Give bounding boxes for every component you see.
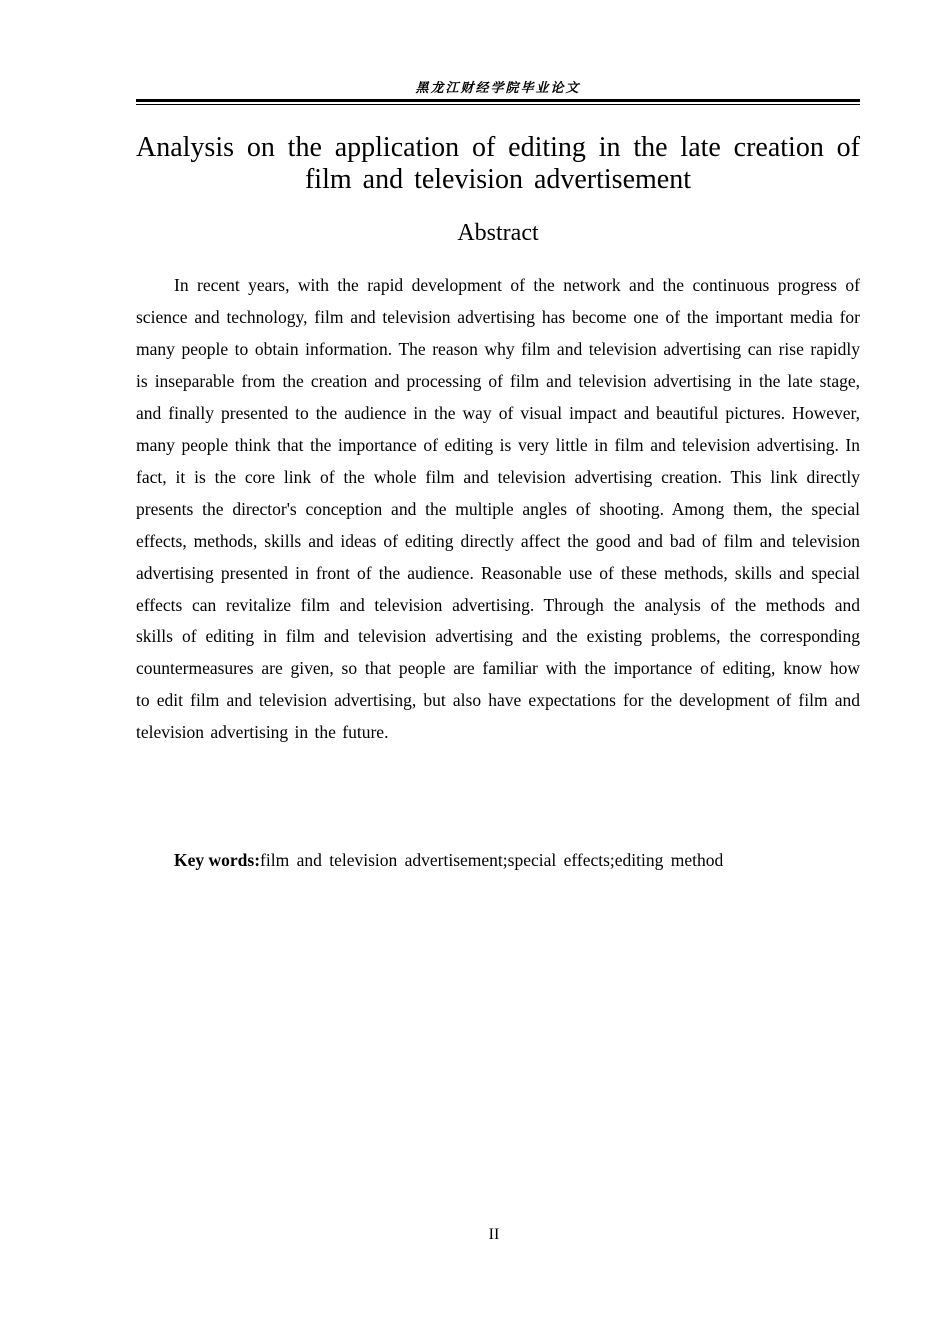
paper-title: Analysis on the application of editing in the late creation of film and television advertisement — [136, 132, 860, 195]
abstract-heading: Abstract — [457, 220, 539, 246]
header-rule-thin — [136, 104, 860, 105]
running-header: 黑龙江财经学院毕业论文 — [415, 81, 581, 96]
page-number: II — [488, 1226, 500, 1243]
header-rule-thick — [136, 99, 860, 102]
keywords-text: film and television advertisement;special effects;editing method — [260, 850, 724, 870]
keywords-label: Key words: — [174, 850, 261, 870]
keywords-line — [136, 845, 860, 875]
abstract-body: In recent years, with the rapid development of the network and the continuous progress of science and technology, film and television advertising has become one of the important media for many people to obtain information. The reason why film and television advertising can rise rapidly is inseparable from the creation and processing of film and television advertising in the late stage, and finally presented to the audience in the way of visual impact and beautiful pictures. However, many people think that the importance of editing is very little in film and television advertising. In fact, it is the core link of the whole film and television advertising creation. This link directly presents the director's conception and the multiple angles of shooting. Among them, the special effects, methods, skills and ideas of editing directly affect the good and bad of film and television advertising presented in front of the audience. Reasonable use of these methods, skills and special effects can revitalize film and television advertising. Through the analysis of the methods and skills of editing in film and television advertising and the existing problems, the corresponding countermeasures are given, so that people are familiar with the importance of editing, know how to edit film and television advertising, but also have expectations for the development of film and television advertising in the future. — [136, 275, 860, 743]
